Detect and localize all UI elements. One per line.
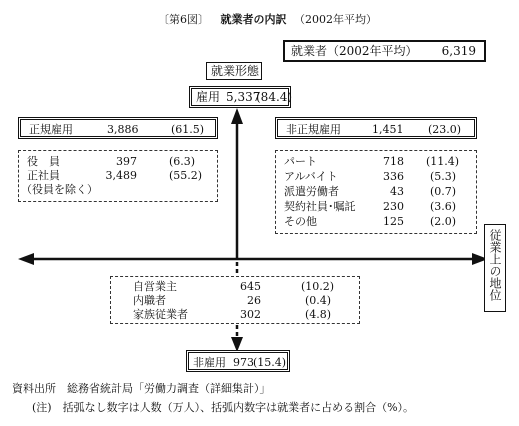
nonregular-item-pct: (5.3)	[430, 170, 457, 183]
figure-subtitle: （2002年平均）	[294, 13, 377, 26]
horizontal-axis-label: 従業上の地位	[488, 229, 502, 301]
nonemployed-pct: (15.4)	[253, 356, 287, 369]
nonemployed-item-value: 302	[240, 308, 261, 321]
nonregular-item-value: 336	[383, 170, 404, 183]
employed-value: 5,337	[226, 90, 261, 104]
regular-item-pct: (6.3)	[169, 155, 196, 168]
nonemployed-label: 非雇用	[193, 356, 226, 369]
nonregular-item-label: 契約社員･嘱託	[284, 200, 356, 213]
employed-box	[189, 86, 291, 108]
nonregular-item-pct: (0.7)	[430, 185, 457, 198]
horizontal-arrow-left	[18, 253, 34, 265]
nonemployed-item-pct: (10.2)	[301, 280, 335, 293]
regular-value: 3,886	[107, 123, 139, 136]
nonregular-item-pct: (11.4)	[426, 155, 460, 168]
footnote: (注) 括弧なし数字は人数（万人）、括弧内数字は就業者に占める割合（%）。	[32, 401, 415, 414]
nonregular-item-label: アルバイト	[284, 170, 338, 183]
nonregular-item-label: その他	[284, 215, 317, 228]
nonemployed-item-value: 26	[247, 294, 261, 307]
regular-note: （役員を除く）	[21, 183, 98, 196]
nonemployed-item-value: 645	[240, 280, 261, 293]
regular-header-box	[18, 117, 218, 139]
nonemployed-value: 973	[233, 356, 254, 369]
nonemployed-item-label: 内職者	[133, 294, 166, 307]
nonemployed-box	[186, 350, 290, 372]
regular-item-label: 正社員	[27, 169, 60, 182]
nonregular-item-value: 125	[383, 215, 404, 228]
vertical-axis-label-box	[206, 62, 262, 80]
nonregular-item-pct: (2.0)	[430, 215, 457, 228]
nonregular-detail-box	[275, 150, 477, 234]
regular-item-label: 役 員	[27, 155, 60, 168]
regular-item-value: 3,489	[105, 169, 137, 182]
horizontal-axis-label-box	[484, 224, 506, 312]
nonemployed-item-pct: (4.8)	[305, 308, 332, 321]
nonemployed-detail-box	[110, 276, 360, 324]
employed-pct: (84.4)	[256, 90, 293, 104]
total-value: 6,319	[441, 44, 476, 58]
source-note: 資料出所 総務省統計局「労働力調査（詳細集計）」	[12, 382, 271, 395]
nonregular-label: 非正規雇用	[286, 123, 341, 136]
figure-title: 就業者の内訳	[220, 13, 287, 26]
total-label: 就業者（2002年平均）	[291, 44, 418, 58]
nonregular-item-value: 230	[383, 200, 404, 213]
vertical-arrow-up	[231, 108, 243, 124]
nonregular-item-label: パート	[284, 155, 317, 168]
nonregular-header-box	[275, 117, 477, 139]
nonemployed-item-label: 家族従業者	[133, 308, 188, 321]
nonregular-pct: (23.0)	[428, 123, 462, 136]
vertical-axis-label: 就業形態	[211, 64, 260, 78]
nonregular-item-label: 派遣労働者	[284, 185, 339, 198]
employed-label: 雇用	[196, 90, 221, 104]
nonregular-item-value: 43	[390, 185, 404, 198]
regular-detail-box	[18, 150, 218, 202]
nonregular-value: 1,451	[372, 123, 404, 136]
regular-item-value: 397	[116, 155, 137, 168]
regular-label: 正規雇用	[29, 123, 73, 136]
regular-pct: (61.5)	[171, 123, 205, 136]
figure-label: 〔第6図〕	[158, 13, 209, 26]
nonemployed-item-label: 自営業主	[133, 280, 177, 293]
nonemployed-item-pct: (0.4)	[305, 294, 332, 307]
nonregular-item-pct: (3.6)	[430, 200, 457, 213]
nonregular-item-value: 718	[383, 155, 404, 168]
regular-item-pct: (55.2)	[169, 169, 203, 182]
